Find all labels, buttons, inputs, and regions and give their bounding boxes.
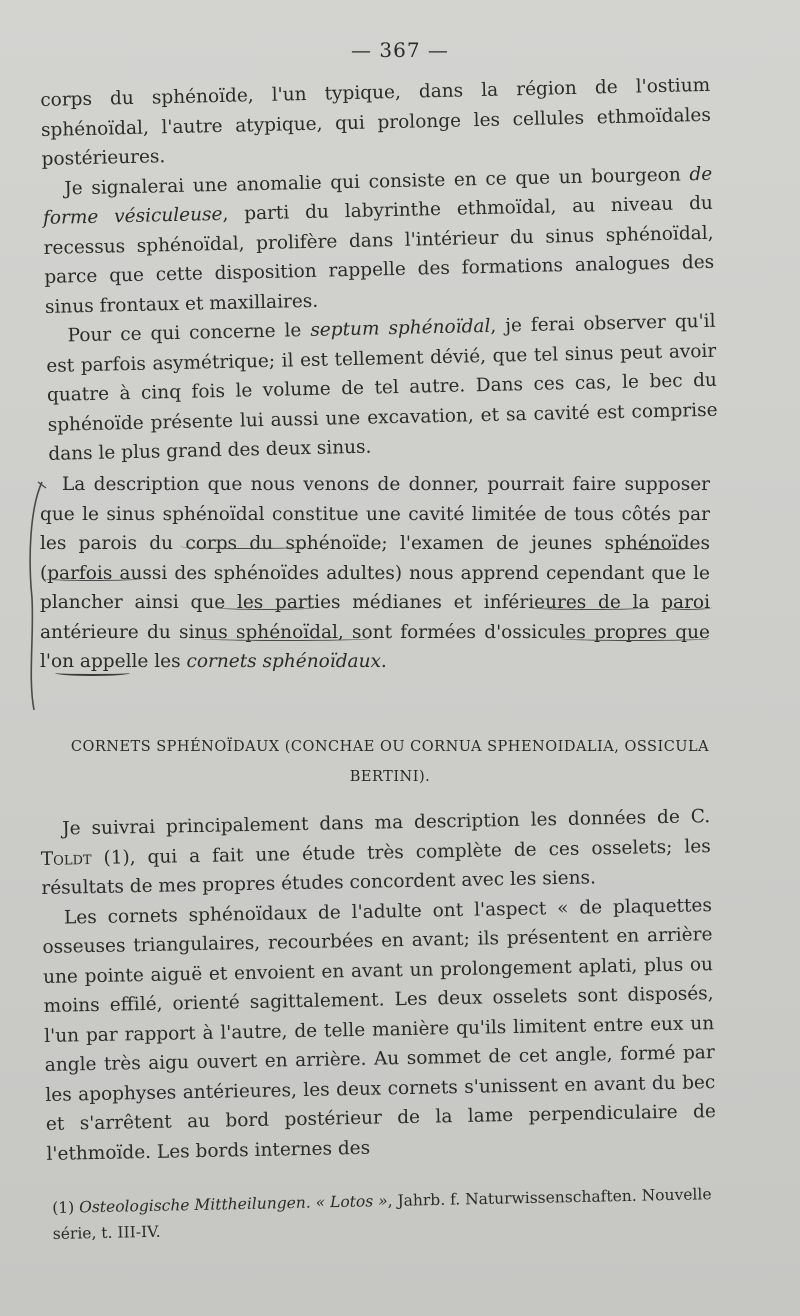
footnote-text (52, 1181, 723, 1247)
paragraph-septum-a: Pour ce qui concerne le (67, 320, 302, 347)
text-block-cornets (40, 802, 717, 1169)
italic-forme-vesiculeuse: de forme vésiculeuse (42, 163, 713, 229)
footnote-journal: « Lotos » (315, 1191, 388, 1212)
page-number: — 367 — (351, 38, 449, 62)
paragraph-description-text: La description que nous venons de donner, pourrait faire supposer que le sinus sphénoïdal constitue une cavité limitée de tous côtés par les parois du corps du sphénoïde; l'examen de jeunes sphénoïdes (parfois aussi des sphénoïdes adultes) nous apprend cependant que le plancher ainsi que les parties médianes et inférieures de la paroi antérieure du sinus sphénoïdal, sont formées d'ossicules propres que l'on appelle les (40, 474, 710, 672)
paragraph-anomalie (42, 159, 715, 322)
italic-cornets-sphenoidaux: cornets sphénoïdaux (186, 651, 381, 672)
paragraph-description: La description que nous venons de donner, pourrait faire supposer que le sinus sphénoïdal constitue une cavité limitée de tous côtés par les parois du corps du sphénoïde; l'examen de jeunes sphénoïdes (parfois aussi des sphénoïdes adultes) nous apprend cependant que le plancher ainsi que les parties médianes et inférieures de la paroi antérieure du sinus sphénoïdal, sont formées d'ossicules propres que l'on appelle les cornets sphénoïdaux. (40, 474, 710, 672)
pencil-underline-paroi-anterieure (200, 636, 370, 641)
pencil-bracket-mark (18, 478, 58, 714)
text-block-top (40, 71, 719, 470)
text-block-description (40, 470, 710, 677)
footnote-marker: (1) (52, 1198, 75, 1217)
footnote (52, 1181, 723, 1247)
paragraph-toldt-b: (1), qui a fait une étude très complète de ces osselets; les résultats de mes propres études concordent avec les siens. (41, 835, 711, 899)
paragraph-septum-b: , je ferai observer qu'il est parfois asymétrique; il est tellement dévié, que tel sinus peut avoir quatre à cinq fois le volume de tel autre. Dans ces cas, le bec du sphénoïde présente lui aussi une excavation, et sa cavité est comprise dans le plus grand des deux sinus. (46, 310, 718, 465)
pencil-underline-jeunes (615, 545, 695, 550)
italic-septum-sphenoidal: septum sphénoïdal (310, 315, 491, 341)
pencil-underline-parois (180, 544, 310, 549)
pencil-underline-inferieures (662, 605, 712, 610)
pencil-underline-sphenoides (42, 576, 142, 581)
pencil-underline-medianes (530, 605, 650, 610)
paragraph-cornets: Les cornets sphénoïdaux de l'adulte ont l'aspect « de plaquettes osseuses triangulaires, recourbées en avant; ils présentent en arrière une pointe aiguë et envoient en avant un prolongement aplati, plus ou moins effilé, orienté sagittalement. Les deux osselets sont disposés, l'un par rapport à l'autre, de telle manière qu'ils limitent entre eux un angle très aigu ouvert en arrière. Au sommet de cet angle, formé par les apophyses antérieures, les deux cornets s'unissent en avant du bec et s'arrêtent au bord postérieur de la lame perpendiculaire de l'ethmoïde. Les bords internes des (42, 894, 717, 1165)
paragraph-ostium: corps du sphénoïde, l'un typique, dans la région de l'ostium sphénoïdal, l'autre atypique, qui prolonge les cellules ethmoïdales postérieures. (40, 74, 712, 170)
pencil-underline-sont-formees (560, 636, 710, 641)
footnote-rest: , Jahrb. f. Naturwissenschaften. Nouvelle série, t. III-IV. (52, 1185, 712, 1243)
section-heading: CORNETS SPHÉNOÏDAUX (CONCHAE OU CORNUA SPHENOIDALIA, OSSICULA BERTINI). (70, 739, 710, 785)
pencil-underline-plancher (215, 605, 315, 610)
paragraph-toldt (40, 802, 712, 903)
pencil-underline-ossicules (55, 670, 130, 676)
paragraph-anomalie-b: , parti du labyrinthe ethmoïdal, au niveau du recessus sphénoïdal, prolifère dans l'intérieur du sinus sphénoïdal, parce que cette disposition rappelle des formations analogues des sinus frontaux et maxillaires. (43, 192, 715, 318)
footnote-title: Osteologische Mittheilungen. (78, 1193, 311, 1217)
paragraph-anomalie-a: Je signalerai une anomalie qui consiste en ce que un bourgeon (64, 163, 681, 199)
author-name: C. Toldt (40, 806, 711, 870)
paragraph-toldt-a: Je suivrai principalement dans ma description les données de (62, 806, 681, 840)
paragraph-septum (45, 307, 718, 470)
